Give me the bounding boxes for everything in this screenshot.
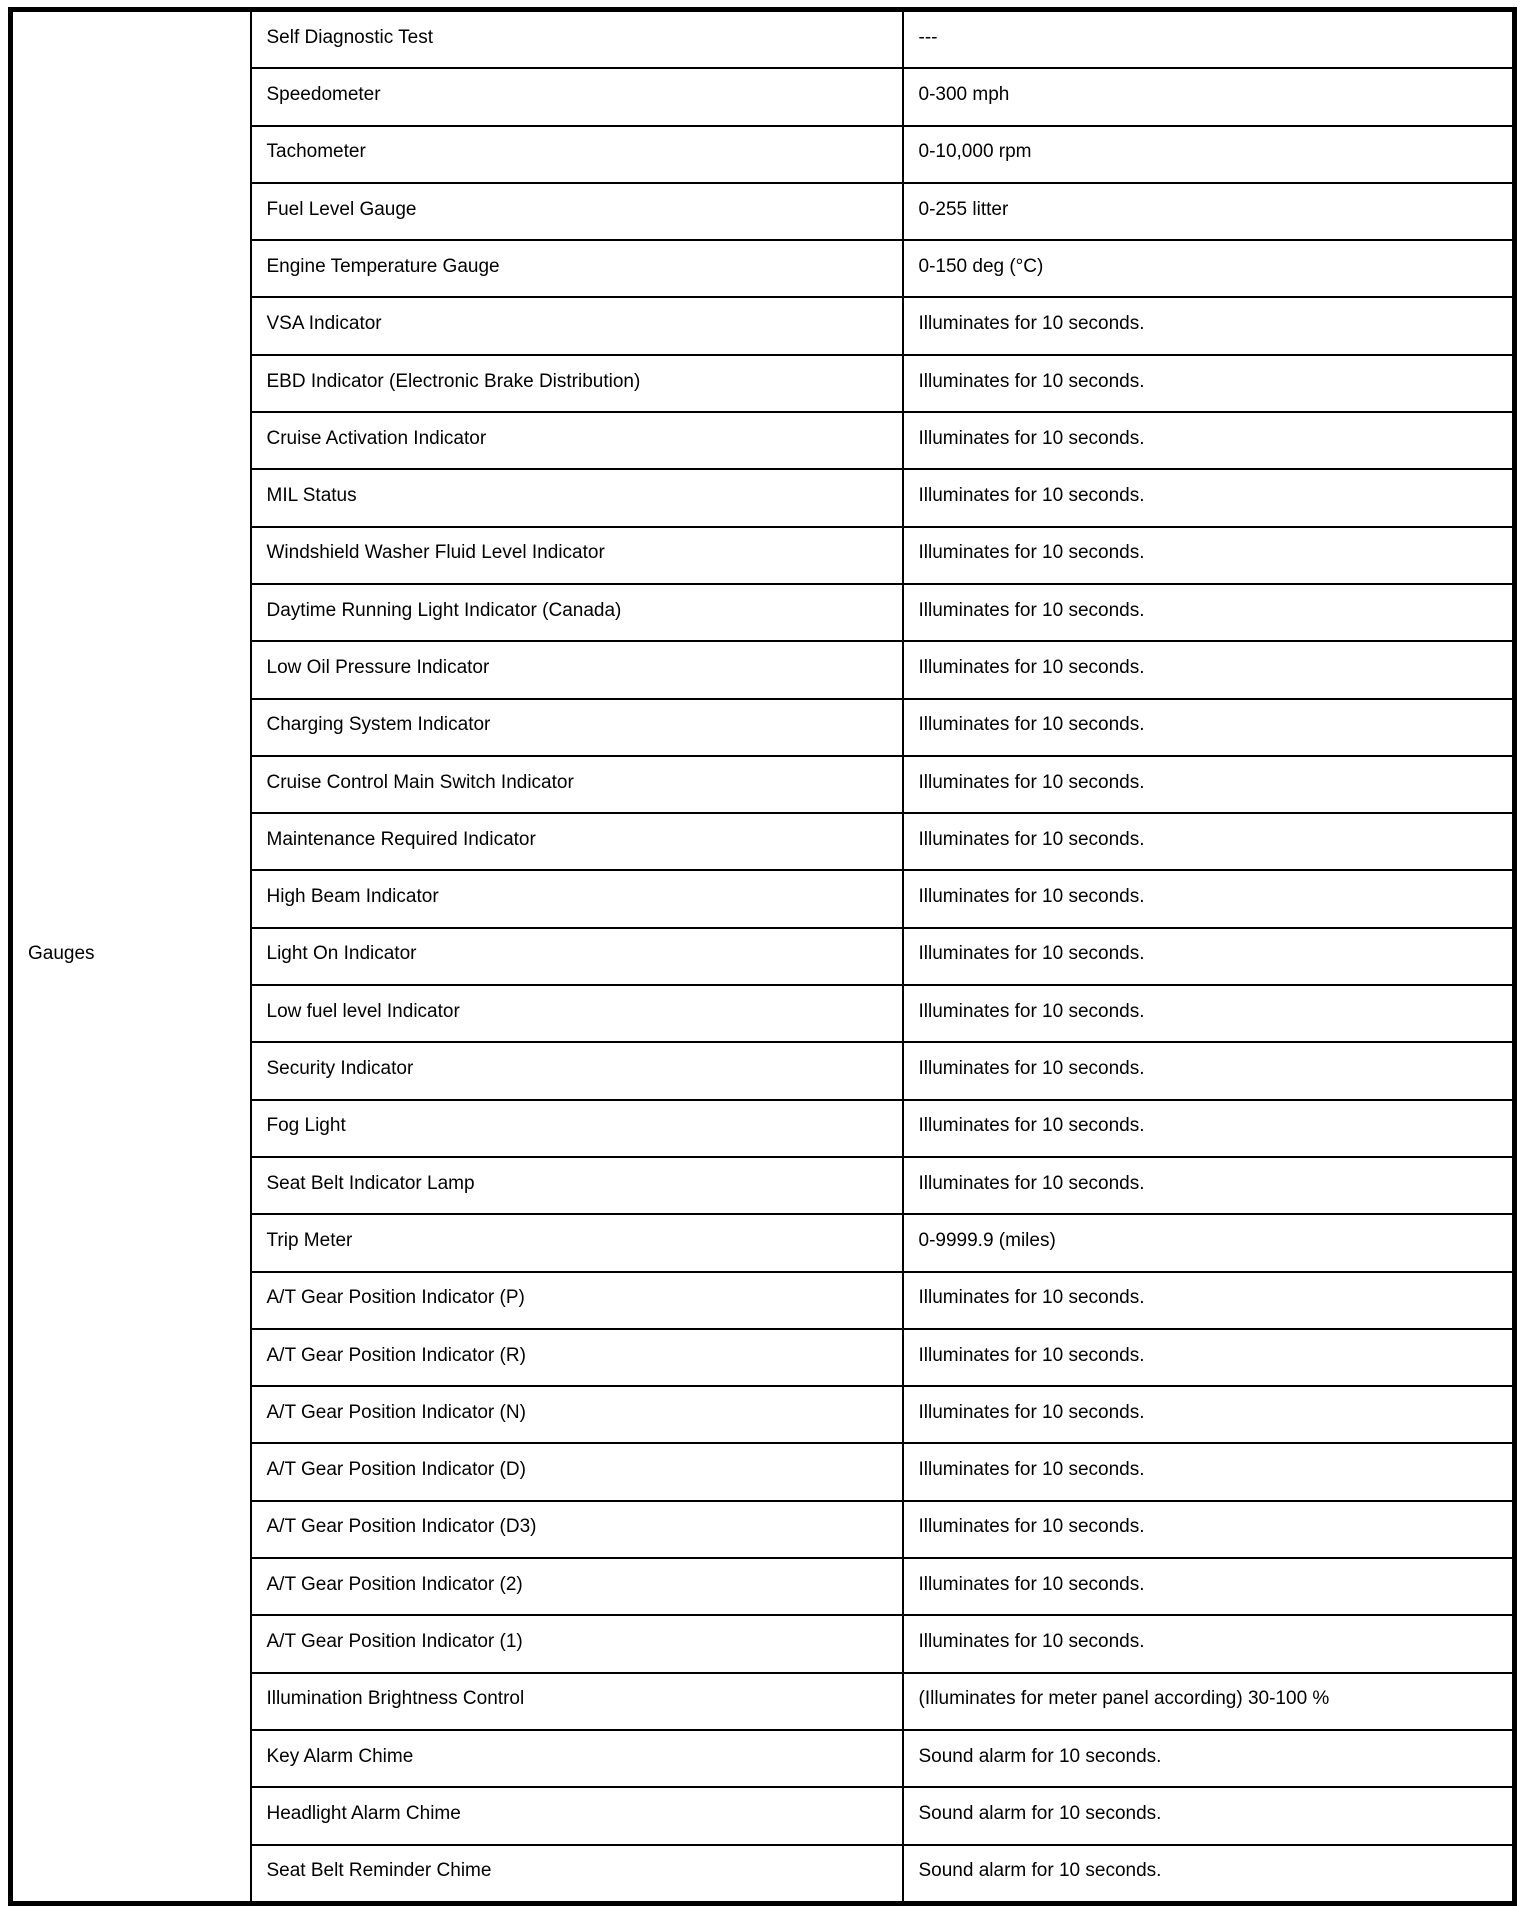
test-value-cell: Illuminates for 10 seconds.: [903, 1157, 1515, 1214]
test-item-cell: MIL Status: [251, 469, 903, 526]
test-item-cell: Daytime Running Light Indicator (Canada): [251, 584, 903, 641]
test-item-cell: Speedometer: [251, 68, 903, 125]
test-value-cell: Sound alarm for 10 seconds.: [903, 1730, 1515, 1787]
test-value-cell: 0-255 litter: [903, 183, 1515, 240]
test-item-cell: A/T Gear Position Indicator (2): [251, 1558, 903, 1615]
test-item-cell: A/T Gear Position Indicator (P): [251, 1272, 903, 1329]
test-value-cell: Illuminates for 10 seconds.: [903, 1042, 1515, 1099]
test-item-cell: EBD Indicator (Electronic Brake Distribution): [251, 355, 903, 412]
group-label-cell: [11, 10, 251, 1904]
test-item-cell: A/T Gear Position Indicator (D): [251, 1443, 903, 1500]
test-value-cell: Illuminates for 10 seconds.: [903, 355, 1515, 412]
test-item-cell: Security Indicator: [251, 1042, 903, 1099]
test-value-cell: Illuminates for 10 seconds.: [903, 985, 1515, 1042]
test-item-cell: Trip Meter: [251, 1214, 903, 1271]
test-value-cell: (Illuminates for meter panel according) 30-100 %: [903, 1673, 1515, 1730]
test-value-cell: Illuminates for 10 seconds.: [903, 813, 1515, 870]
test-item-cell: Headlight Alarm Chime: [251, 1787, 903, 1844]
test-item-cell: Seat Belt Indicator Lamp: [251, 1157, 903, 1214]
test-item-cell: Low fuel level Indicator: [251, 985, 903, 1042]
test-item-cell: Cruise Control Main Switch Indicator: [251, 756, 903, 813]
test-item-cell: Fog Light: [251, 1100, 903, 1157]
test-item-cell: Seat Belt Reminder Chime: [251, 1845, 903, 1904]
test-value-cell: ---: [903, 10, 1515, 69]
test-value-cell: Sound alarm for 10 seconds.: [903, 1845, 1515, 1904]
test-item-cell: Illumination Brightness Control: [251, 1673, 903, 1730]
test-value-cell: Illuminates for 10 seconds.: [903, 1558, 1515, 1615]
test-item-cell: Tachometer: [251, 126, 903, 183]
test-item-cell: Light On Indicator: [251, 928, 903, 985]
test-item-cell: Engine Temperature Gauge: [251, 240, 903, 297]
test-value-cell: Sound alarm for 10 seconds.: [903, 1787, 1515, 1844]
test-item-cell: VSA Indicator: [251, 297, 903, 354]
test-value-cell: Illuminates for 10 seconds.: [903, 1501, 1515, 1558]
test-value-cell: Illuminates for 10 seconds.: [903, 756, 1515, 813]
test-item-cell: Self Diagnostic Test: [251, 10, 903, 69]
test-value-cell: Illuminates for 10 seconds.: [903, 1100, 1515, 1157]
test-value-cell: Illuminates for 10 seconds.: [903, 1443, 1515, 1500]
test-item-cell: Cruise Activation Indicator: [251, 412, 903, 469]
test-value-cell: Illuminates for 10 seconds.: [903, 527, 1515, 584]
test-value-cell: 0-300 mph: [903, 68, 1515, 125]
test-value-cell: Illuminates for 10 seconds.: [903, 469, 1515, 526]
table-row: [11, 10, 1515, 69]
group-label: Gauges: [28, 943, 95, 965]
test-value-cell: 0-10,000 rpm: [903, 126, 1515, 183]
test-value-cell: Illuminates for 10 seconds.: [903, 297, 1515, 354]
test-item-cell: A/T Gear Position Indicator (D3): [251, 1501, 903, 1558]
test-item-cell: Fuel Level Gauge: [251, 183, 903, 240]
test-value-cell: Illuminates for 10 seconds.: [903, 1615, 1515, 1672]
test-value-cell: Illuminates for 10 seconds.: [903, 699, 1515, 756]
test-item-cell: Windshield Washer Fluid Level Indicator: [251, 527, 903, 584]
gauges-diagnostic-table: [8, 7, 1517, 1906]
test-item-cell: Key Alarm Chime: [251, 1730, 903, 1787]
test-item-cell: A/T Gear Position Indicator (N): [251, 1386, 903, 1443]
table-body: [11, 10, 1515, 1904]
test-value-cell: 0-150 deg (°C): [903, 240, 1515, 297]
test-value-cell: Illuminates for 10 seconds.: [903, 928, 1515, 985]
test-value-cell: Illuminates for 10 seconds.: [903, 641, 1515, 698]
test-value-cell: Illuminates for 10 seconds.: [903, 1272, 1515, 1329]
test-value-cell: 0-9999.9 (miles): [903, 1214, 1515, 1271]
test-item-cell: High Beam Indicator: [251, 870, 903, 927]
test-value-cell: Illuminates for 10 seconds.: [903, 584, 1515, 641]
test-item-cell: Maintenance Required Indicator: [251, 813, 903, 870]
test-item-cell: A/T Gear Position Indicator (R): [251, 1329, 903, 1386]
test-value-cell: Illuminates for 10 seconds.: [903, 412, 1515, 469]
test-value-cell: Illuminates for 10 seconds.: [903, 1386, 1515, 1443]
test-item-cell: A/T Gear Position Indicator (1): [251, 1615, 903, 1672]
test-item-cell: Charging System Indicator: [251, 699, 903, 756]
test-item-cell: Low Oil Pressure Indicator: [251, 641, 903, 698]
test-value-cell: Illuminates for 10 seconds.: [903, 1329, 1515, 1386]
test-value-cell: Illuminates for 10 seconds.: [903, 870, 1515, 927]
